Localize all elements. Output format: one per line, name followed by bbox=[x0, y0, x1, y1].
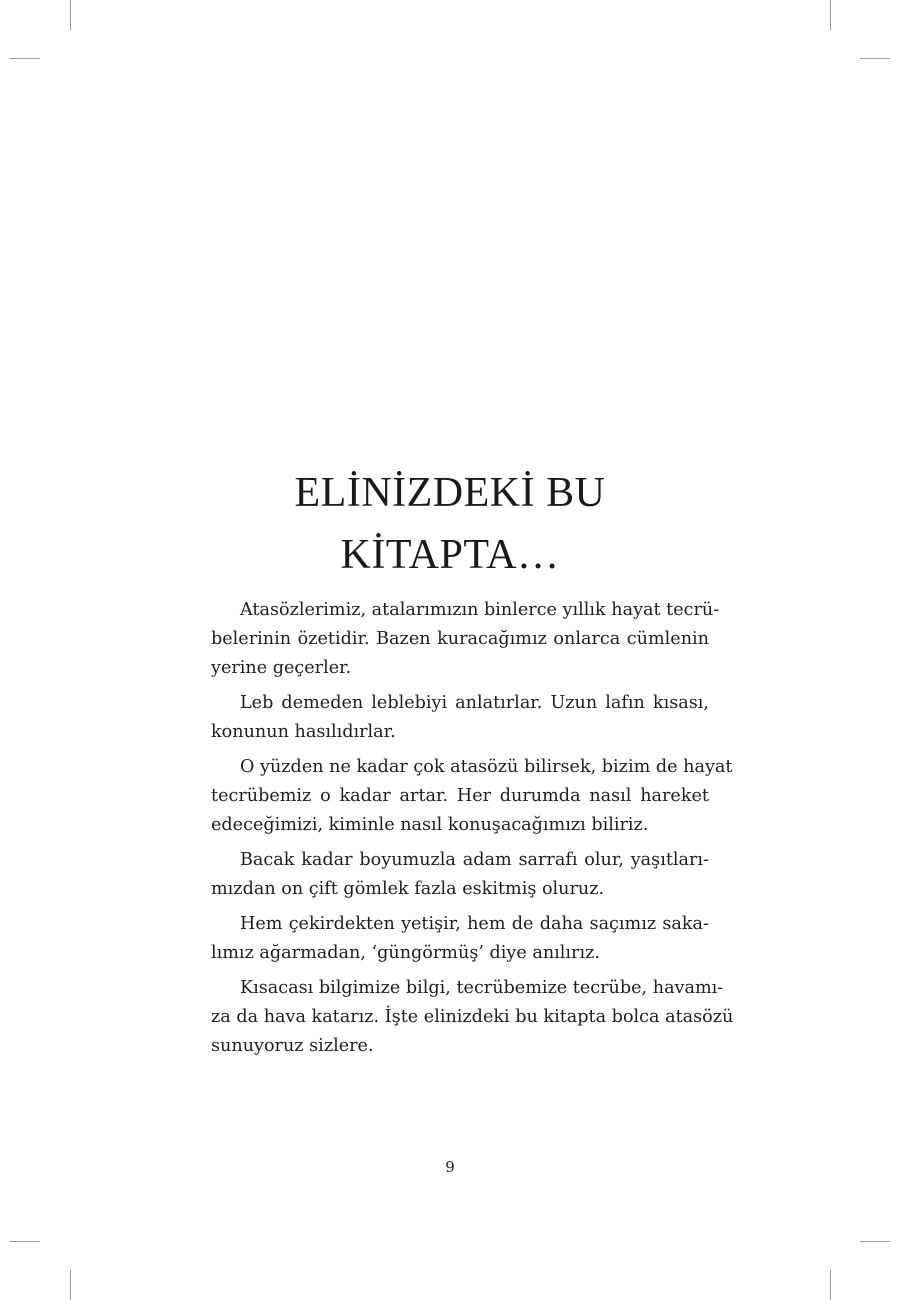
crop-mark-bottom-right-horizontal bbox=[860, 1241, 890, 1242]
paragraph-line: mızdan on çift gömlek fazla eskitmiş oluruz. bbox=[211, 879, 605, 899]
paragraph-line: Kısacası bilgimize bilgi, tecrübemize tecrübe, havamı- bbox=[240, 978, 724, 998]
paragraph-line: lımız ağarmadan, ‘güngörmüş’ diye anılırız. bbox=[211, 943, 600, 963]
paragraph bbox=[211, 689, 709, 747]
crop-mark-top-right-horizontal bbox=[860, 58, 890, 59]
paragraph-line: belerinin özetidir. Bazen kuracağımız onlarca cümlenin bbox=[211, 629, 709, 649]
paragraph-line: Bacak kadar boyumuzla adam sarrafı olur, yaşıtları- bbox=[240, 850, 709, 870]
crop-mark-bottom-left-horizontal bbox=[10, 1241, 40, 1242]
paragraph-line: O yüzden ne kadar çok atasözü bilirsek, bizim de hayat bbox=[240, 757, 733, 777]
body-text bbox=[211, 596, 734, 1067]
paragraph-line: Atasözlerimiz, atalarımızın binlerce yıllık hayat tecrü- bbox=[240, 600, 720, 620]
paragraph-line: sunuyoruz sizlere. bbox=[211, 1036, 374, 1056]
paragraph-line: Leb demeden leblebiyi anlatırlar. Uzun lafın kısası, bbox=[240, 693, 709, 713]
paragraph-line: yerine geçerler. bbox=[211, 658, 352, 678]
crop-mark-top-left-horizontal bbox=[10, 58, 40, 59]
crop-mark-top-left-vertical bbox=[70, 0, 71, 30]
paragraph-line: konunun hasılıdırlar. bbox=[211, 722, 396, 742]
paragraph bbox=[211, 846, 709, 904]
page-number: 9 bbox=[445, 1158, 455, 1176]
crop-mark-bottom-right-vertical bbox=[830, 1270, 831, 1300]
paragraph-line: tecrübemiz o kadar artar. Her durumda nasıl hareket bbox=[211, 786, 709, 806]
paragraph bbox=[211, 974, 734, 1061]
paragraph-line: edeceğimizi, kiminle nasıl konuşacağımızı biliriz. bbox=[211, 815, 649, 835]
crop-mark-top-right-vertical bbox=[830, 0, 831, 30]
chapter-title-line-1: ELİNİZDEKİ BU bbox=[294, 470, 606, 516]
paragraph bbox=[211, 753, 733, 840]
paragraph bbox=[211, 596, 720, 683]
crop-mark-bottom-left-vertical bbox=[70, 1270, 71, 1300]
chapter-title bbox=[0, 462, 900, 586]
paragraph-line: Hem çekirdekten yetişir, hem de daha saçımız saka- bbox=[240, 914, 709, 934]
paragraph bbox=[211, 910, 709, 968]
chapter-title-line-2: KİTAPTA… bbox=[340, 532, 560, 578]
paragraph-line: za da hava katarız. İşte elinizdeki bu kitapta bolca atasözü bbox=[211, 1007, 734, 1027]
